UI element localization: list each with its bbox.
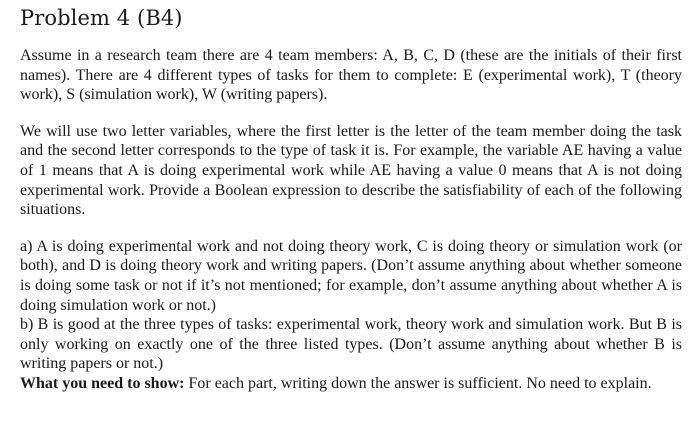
part-b-text: b) B is good at the three types of tasks: experimental work, theory work and simulation work. But B is only working on exactly one of the three listed types. (Don’t assume anything about whether B is writing papers or not.) [20,316,682,373]
what-to-show-label: What you need to show: [20,374,185,392]
problem-page [20,4,682,394]
part-a-text: a) A is doing experimental work and not doing theory work, C is doing theory or simulation work (or both), and D is doing theory work and writing papers. (Don’t assume anything about whether someone is doing some task or not if it’s not mentioned; for example, don’t assume anything about whether A is doing simulation work or not.) [20,237,682,314]
problem-title: Problem 4 (B4) [20,6,183,30]
what-to-show [20,374,682,394]
what-to-show-text: For each part, writing down the answer is sufficient. No need to explain. [184,374,652,392]
variables-paragraph: We will use two letter variables, where the first letter is the letter of the team member doing the task and the second letter corresponds to the type of task it is. For example, the variable AE having a value of 1 means that A is doing experimental work while AE having a value 0 means that A is not doing experimental work. Provide a Boolean expression to describe the satisfiability of each of the following situations. [20,122,682,219]
intro-paragraph: Assume in a research team there are 4 team members: A, B, C, D (these are the initials of their first names). There are 4 different types of tasks for them to complete: E (experimental work), T (theory work), S (simulation work), W (writing papers). [20,47,682,104]
